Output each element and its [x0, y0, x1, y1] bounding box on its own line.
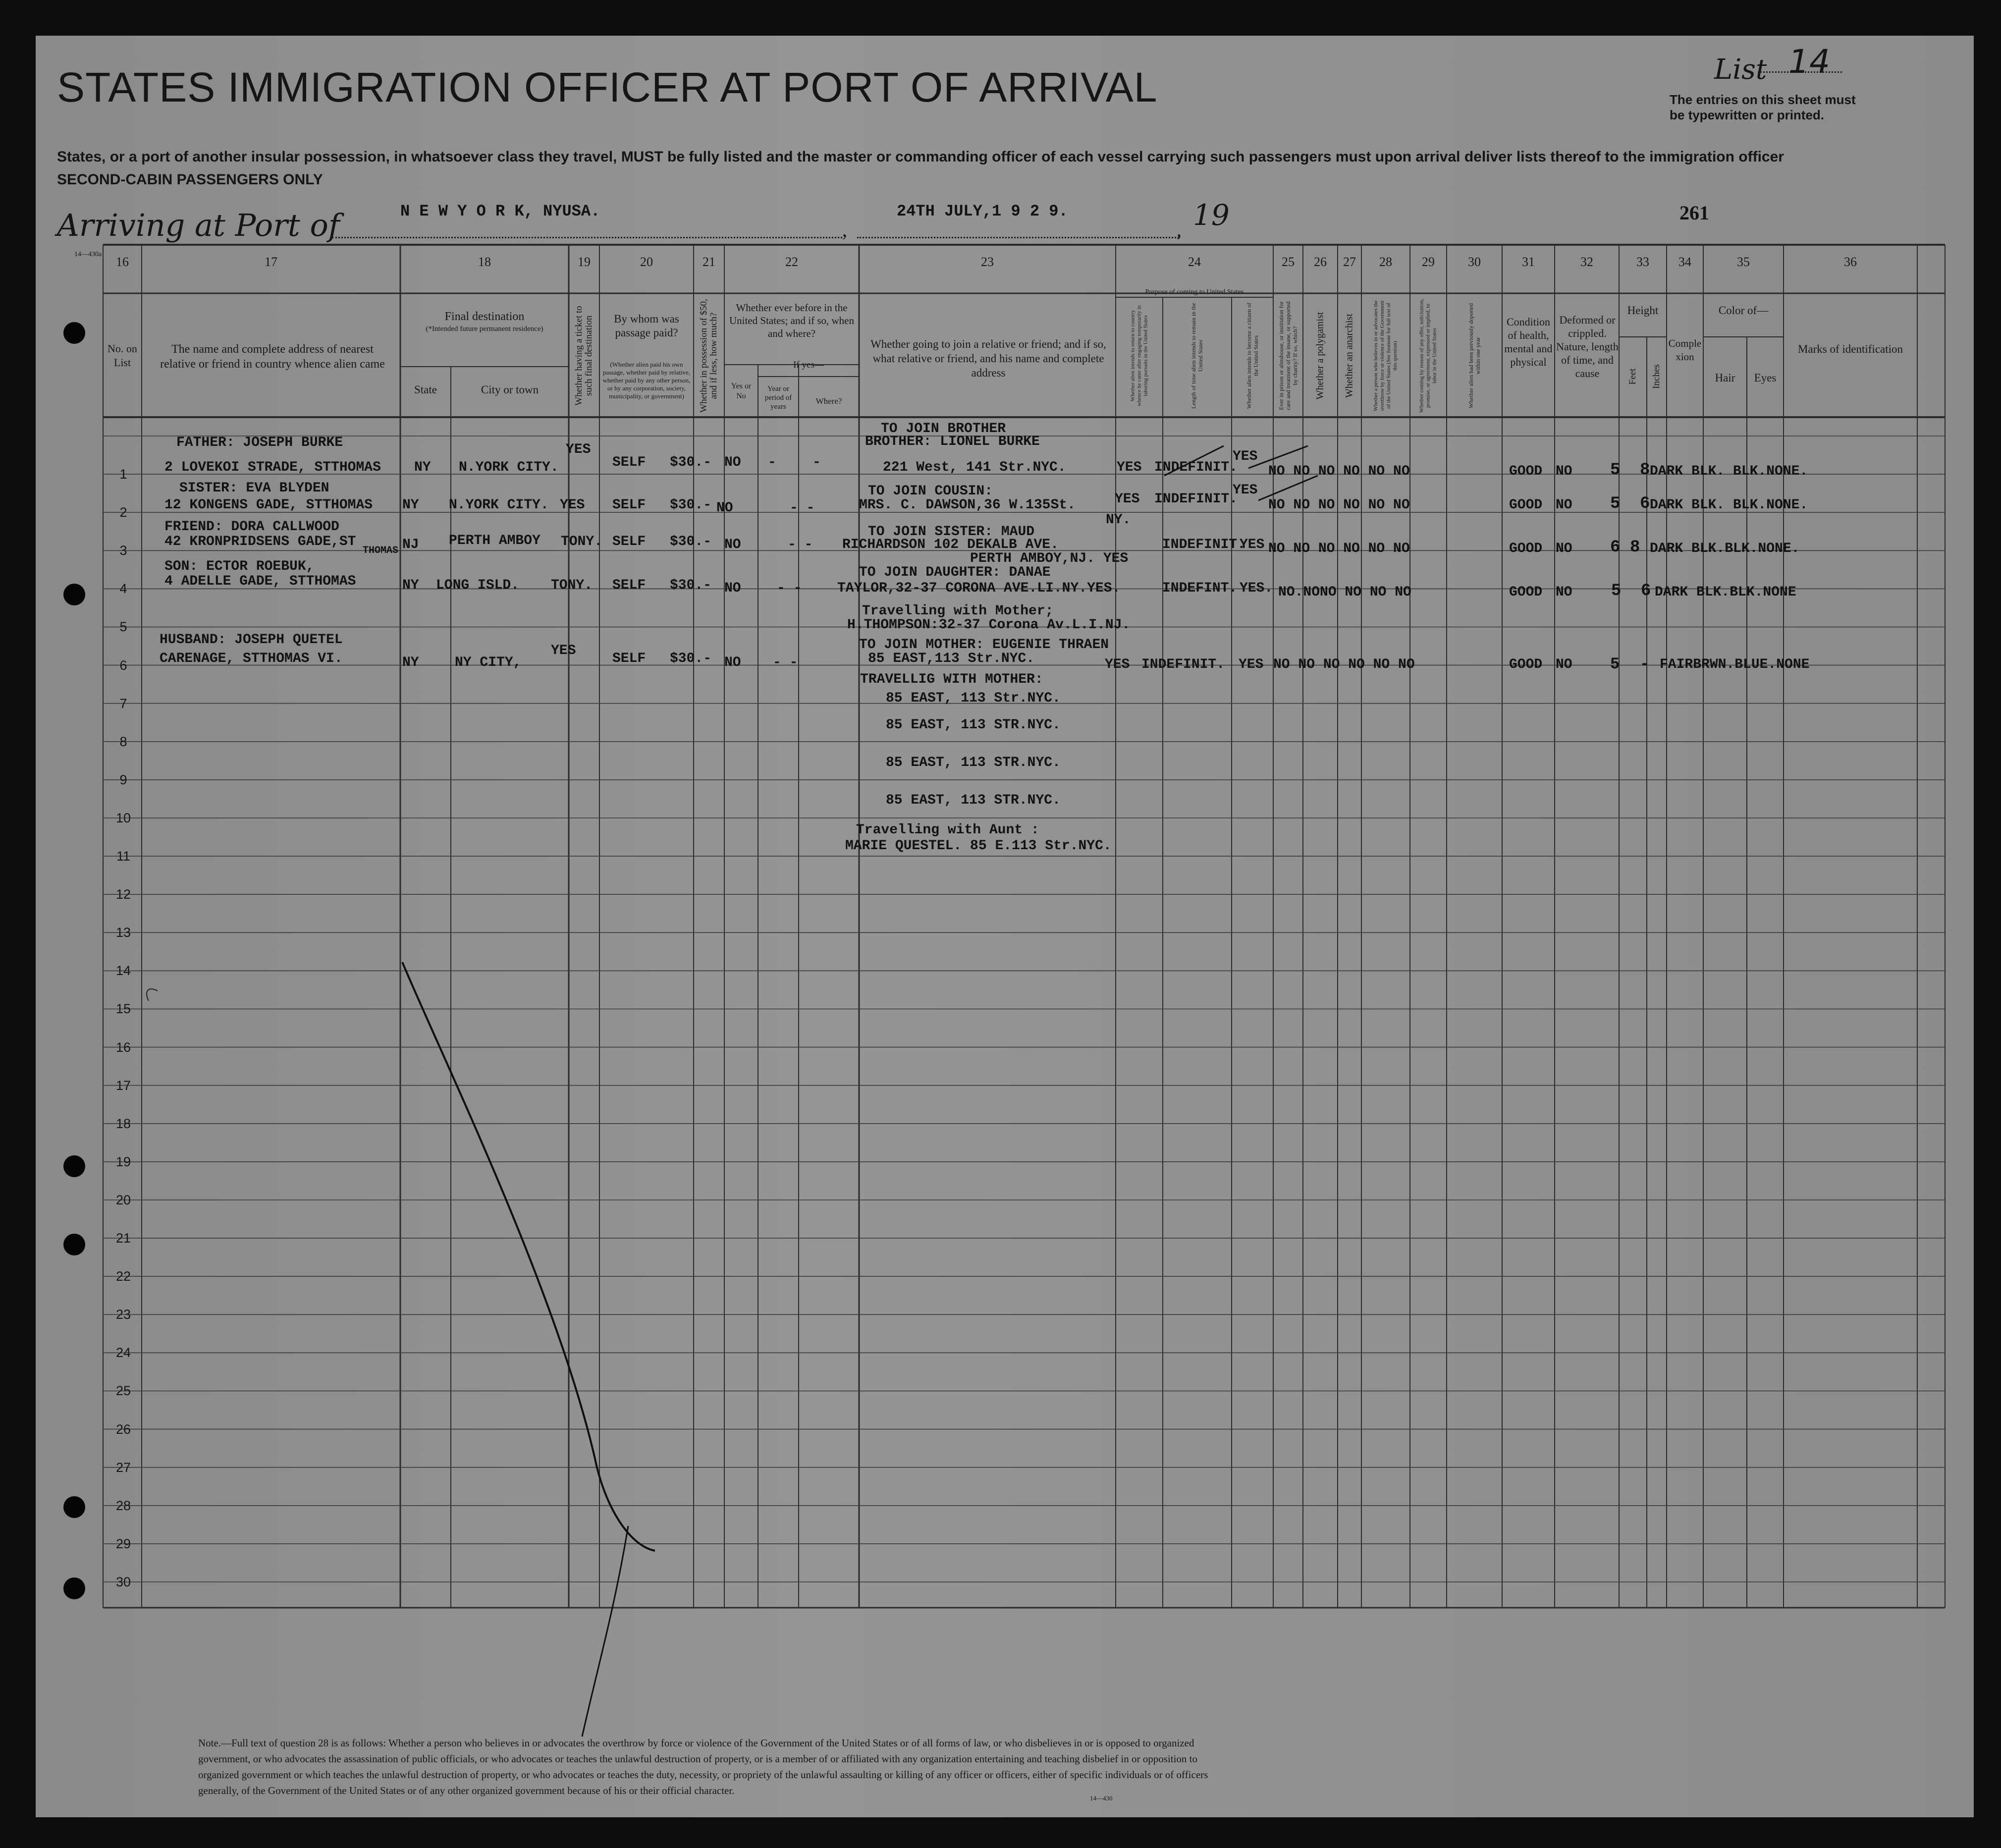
- entry-text: TONY.: [561, 534, 603, 549]
- col-num-23: 23: [981, 255, 994, 269]
- entry-text: SISTER: EVA BLYDEN: [179, 481, 329, 496]
- col-num-21: 21: [703, 255, 715, 269]
- header-color: Color of—: [1718, 304, 1769, 317]
- entry-text: - -: [790, 500, 815, 516]
- entry-text: NO NO NO NO NO NO: [1273, 657, 1415, 672]
- header-ticket: Whether having a ticket to such final destination: [574, 306, 594, 406]
- row-number: 10: [115, 810, 131, 825]
- entry-text: INDEFINIT.: [1154, 491, 1238, 507]
- entry-text: NJ: [402, 537, 419, 552]
- header-labor-offer: Whether coming by reason of any offer, solicitation, promise, or agreement, expressed or implied, to labor in the United States: [1418, 299, 1438, 413]
- entry-text: PERTH AMBOY,NJ. YES: [970, 551, 1129, 566]
- col-num-26: 26: [1314, 255, 1327, 269]
- entry-text: CARENAGE, STTHOMAS VI.: [160, 651, 343, 666]
- row-number: 8: [119, 734, 127, 749]
- row-number: 6: [119, 657, 127, 673]
- entry-text: - -: [777, 581, 802, 596]
- entry-text: 85 EAST, 113 STR.NYC.: [886, 755, 1061, 770]
- col-num-16: 16: [116, 255, 129, 269]
- entry-text: YES: [1240, 537, 1265, 552]
- entry-text: DARK BLK.BLK.NONE: [1655, 585, 1796, 600]
- entry-text: 2 LOVEKOI STRADE, STTHOMAS: [164, 460, 381, 475]
- entry-text: Travelling with Aunt :: [856, 822, 1039, 838]
- entry-text: FRIEND: DORA CALLWOOD: [164, 519, 339, 535]
- footnote: Note.—Full text of question 28 is as follows: Whether a person who believes in or advocates the overthrow by force or violence of the Government of the United States or of all forms of law, or who disbelieves in or is opposed to organized government, or who advocates the assassination of public officials, or who advocates or teaches the unlawful destruction of property, or is a member of or affiliated with any organization entertaining and teaching disbelief in or opposition to organized government or which teaches the unlawful destruction of property, or who advocates or teaches the duty, necessity, or propriety of the unlawful assaulting or killing of any officer or officers, either of specific individuals or of officers generally, of the Government of the United States or of any other organized government because of his or their official character.: [198, 1737, 1208, 1796]
- entry-text: TAYLOR,32-37 CORONA AVE.LI.NY.YES.: [837, 581, 1121, 596]
- header-deported: Whether alien had been previously deported within one year: [1467, 303, 1481, 409]
- entry-text: 85 EAST,113 Str.NYC.: [868, 651, 1035, 666]
- entry-text: NY: [402, 497, 419, 513]
- col-num-20: 20: [640, 255, 653, 269]
- entry-text: NO.NONO NO NO NO: [1278, 585, 1411, 600]
- row-number: 18: [115, 1116, 131, 1131]
- header-prison: Ever in prison or almshouse, or institution for care and treatment of the insane, or supported by charity? If so, which?: [1278, 301, 1298, 410]
- header-if-yes: If yes—: [793, 360, 824, 370]
- entry-text: INDEFINIT.: [1162, 537, 1246, 552]
- entry-text: NO NO NO NO NO NO: [1268, 464, 1410, 479]
- entry-text: N.YORK CITY.: [459, 460, 559, 475]
- entry-text: YES: [1239, 657, 1264, 672]
- entry-text: YES: [1115, 491, 1140, 507]
- entry-text: H.THOMPSON:32-37 Corona Av.L.I.NJ.: [847, 617, 1131, 633]
- col-num-30: 30: [1468, 255, 1481, 269]
- entry-text: NO: [1556, 541, 1572, 556]
- entry-text: NY.: [1106, 512, 1131, 528]
- entry-text: FATHER: JOSEPH BURKE: [176, 435, 343, 450]
- entry-text: NO: [1556, 657, 1572, 672]
- row-number: 27: [115, 1460, 131, 1475]
- entry-text: SELF: [612, 534, 646, 549]
- entry-text: 6: [1610, 538, 1621, 557]
- header-complexion: Complexion: [1668, 337, 1702, 363]
- check-mark: [1258, 476, 1318, 500]
- entry-text: 8: [1630, 538, 1640, 557]
- entry-text: -: [768, 455, 776, 470]
- header-where: Where?: [815, 396, 842, 406]
- entry-text: 5: [1610, 655, 1620, 673]
- separator: ,: [1177, 218, 1182, 241]
- form-code-top: 14—430a: [74, 251, 102, 258]
- header-ever-before: Whether ever before in the United States; and if so, when and where?: [729, 302, 854, 339]
- header-height: Height: [1627, 304, 1659, 317]
- col-num-31: 31: [1522, 255, 1535, 269]
- col-num-19: 19: [578, 255, 591, 269]
- cabin-class: SECOND-CABIN PASSENGERS ONLY: [57, 171, 323, 188]
- col-num-36: 36: [1844, 255, 1857, 269]
- header-anarchist: Whether an anarchist: [1344, 314, 1355, 398]
- header-eyes: Eyes: [1754, 372, 1777, 384]
- entry-text: - -: [788, 537, 813, 552]
- entry-text: DARK BLK. BLK.NONE.: [1650, 464, 1808, 479]
- header-city: City or town: [481, 383, 539, 396]
- entry-text: MRS. C. DAWSON,36 W.135St.: [859, 497, 1076, 513]
- entry-text: LONG ISLD.: [436, 578, 520, 593]
- header-inches: Inches: [1651, 364, 1662, 389]
- col-num-33: 33: [1636, 255, 1649, 269]
- pen-stroke: [402, 962, 655, 1551]
- entry-text: 85 EAST, 113 Str.NYC.: [886, 691, 1061, 706]
- entry-text: THOMAS: [363, 545, 399, 556]
- entry-text: TO JOIN DAUGHTER: DANAE: [859, 565, 1051, 580]
- entry-text: SELF: [612, 497, 646, 513]
- row-number: 23: [115, 1307, 131, 1322]
- header-state: State: [414, 383, 437, 396]
- entry-text: NO: [724, 655, 741, 670]
- col-num-24: 24: [1188, 255, 1201, 269]
- header-health: Condition of health, mental and physical: [1504, 316, 1553, 368]
- entry-text: YES.: [1240, 581, 1273, 596]
- header-purpose-a: Whether alien intends to return to country whence he came after engaging temporarily in laboring pursuits in the United States: [1130, 305, 1149, 407]
- entry-text: YES: [1105, 657, 1130, 672]
- entry-text: INDEFINIT.: [1141, 657, 1225, 672]
- header-overthrow: Whether a person who believes in or advocates the overthrow by force or violence of the Government of the United States (See footnote for full text of this question): [1373, 300, 1398, 411]
- entry-text: SELF: [612, 651, 646, 666]
- header-no-on-list: No. on List: [108, 342, 137, 369]
- row-number: 5: [119, 619, 127, 635]
- entry-text: TO JOIN SISTER: MAUD: [868, 524, 1035, 540]
- entry-text: GOOD: [1509, 464, 1543, 479]
- pencil-mark: [147, 989, 158, 1001]
- list-label: List: [1714, 54, 1767, 86]
- entry-text: YES: [1117, 460, 1142, 475]
- page-title: STATES IMMIGRATION OFFICER AT PORT OF ARRIVAL: [57, 64, 1158, 110]
- entry-text: YES: [551, 643, 576, 658]
- row-number: 3: [119, 543, 127, 558]
- col-num-17: 17: [265, 255, 277, 269]
- col-num-27: 27: [1343, 255, 1356, 269]
- entry-text: NY: [414, 460, 431, 475]
- header-polygamist: Whether a polygamist: [1314, 312, 1326, 400]
- entry-text: NO: [716, 500, 733, 516]
- entry-text: $30.-: [670, 497, 712, 513]
- subtitle: States, or a port of another insular possession, in whatsoever class they travel, MUST be fully listed and the master or commanding officer of each vessel carrying such passengers must upon arrival deliver lists thereof to the immigration officer: [57, 149, 1784, 165]
- entry-text: 85 EAST, 113 STR.NYC.: [886, 793, 1061, 808]
- entry-text: GOOD: [1509, 541, 1543, 556]
- entry-text: $30.-: [670, 651, 712, 666]
- row-number: 9: [119, 772, 127, 787]
- header-passage-paid: By whom was passage paid?: [614, 313, 679, 339]
- col-num-18: 18: [478, 255, 491, 269]
- entry-text: TONY.: [551, 578, 593, 593]
- entry-text: BROTHER: LIONEL BURKE: [865, 434, 1040, 449]
- entry-text: 5: [1610, 494, 1621, 513]
- entry-text: TRAVELLIG WITH MOTHER:: [860, 672, 1043, 687]
- port-of-arrival: N E W Y O R K, NYUSA.: [400, 202, 600, 220]
- entry-text: $30.-: [670, 578, 712, 593]
- entry-text: SON: ECTOR ROEBUK,: [164, 559, 315, 574]
- entry-text: NY: [402, 578, 419, 593]
- entry-text: YES: [1233, 483, 1258, 498]
- entry-text: MARIE QUESTEL. 85 E.113 Str.NYC.: [845, 838, 1112, 854]
- header-money: Whether in possession of $50, and if less, how much?: [699, 299, 719, 413]
- sheet-number: 261: [1679, 202, 1709, 224]
- entry-text: GOOD: [1509, 585, 1543, 600]
- entry-text: INDEFINIT.: [1154, 460, 1238, 475]
- row-number: 21: [115, 1231, 131, 1246]
- entry-text: RICHARDSON 102 DEKALB AVE.: [842, 537, 1059, 552]
- header-join-relative: Whether going to join a relative or friend; and if so, what relative or friend, and his name and complete address: [870, 338, 1106, 379]
- row-number: 16: [115, 1039, 131, 1055]
- entry-text: INDEFINT.: [1162, 581, 1238, 596]
- entry-text: 6: [1640, 494, 1650, 513]
- entry-text: $30.-: [670, 455, 712, 470]
- entry-text: 4 ADELLE GADE, STTHOMAS: [164, 574, 356, 589]
- entry-text: TO JOIN COUSIN:: [868, 484, 993, 499]
- header-marks: Marks of identification: [1797, 343, 1903, 355]
- entry-text: NY: [402, 655, 419, 670]
- typewritten-notice: The entries on this sheet must be typewritten or printed.: [1670, 92, 1856, 122]
- entry-text: YES: [560, 497, 585, 513]
- entry-text: Travelling with Mother;: [862, 603, 1054, 619]
- entry-text: 221 West, 141 Str.NYC.: [883, 460, 1066, 475]
- entry-text: 8: [1640, 461, 1650, 480]
- entry-text: FAIRBRWN.BLUE.NONE: [1660, 657, 1810, 672]
- col-num-32: 32: [1580, 255, 1593, 269]
- entry-text: -: [812, 455, 821, 470]
- entry-text: DARK BLK.BLK.NONE.: [1650, 541, 1800, 556]
- entry-text: GOOD: [1509, 497, 1543, 513]
- entry-text: 12 KONGENS GADE, STTHOMAS: [164, 497, 373, 513]
- entry-text: NO: [724, 581, 741, 596]
- entry-text: NO NO NO NO NO NO: [1268, 541, 1410, 556]
- entry-text: -: [1640, 655, 1650, 673]
- entry-text: TO JOIN BROTHER: [881, 421, 1006, 436]
- separator: ,: [842, 218, 847, 241]
- entry-text: - -: [773, 655, 798, 670]
- entry-text: N.YORK CITY.: [449, 497, 549, 513]
- header-purpose: Purpose of coming to United States: [1145, 288, 1244, 296]
- entry-text: NO: [1556, 497, 1572, 513]
- row-number: 25: [115, 1383, 131, 1399]
- row-number: 24: [115, 1345, 131, 1360]
- header-deformed: Deformed or crippled. Nature, length of time, and cause: [1556, 314, 1619, 380]
- row-number: 28: [115, 1498, 131, 1513]
- pen-stroke: [582, 1526, 628, 1737]
- row-number: 17: [115, 1078, 131, 1093]
- header-purpose-b: Length of time alien intends to remain in the United States: [1190, 303, 1204, 409]
- row-number: 1: [119, 467, 127, 482]
- entry-text: HUSBAND: JOSEPH QUETEL: [160, 632, 343, 648]
- header-feet: Feet: [1627, 368, 1638, 385]
- year-prefix: 19: [1193, 198, 1230, 232]
- col-num-28: 28: [1379, 255, 1392, 269]
- entry-text: NY CITY,: [455, 655, 522, 670]
- entry-text: GOOD: [1509, 657, 1543, 672]
- entry-text: 5: [1610, 461, 1621, 480]
- row-number: 7: [119, 696, 127, 711]
- entry-text: 85 EAST, 113 STR.NYC.: [886, 717, 1061, 733]
- entry-text: SELF: [612, 455, 646, 470]
- entry-text: NO: [724, 537, 741, 552]
- header-purpose-c: Whether alien intends to become a citizen of the United States: [1245, 302, 1259, 409]
- entry-text: 42 KRONPRIDSENS GADE,ST: [164, 534, 356, 549]
- row-number: 15: [115, 1001, 131, 1017]
- entry-text: 5: [1611, 582, 1622, 600]
- entry-text: NO: [1556, 585, 1572, 600]
- row-number: 11: [116, 849, 131, 864]
- entry-text: $30.-: [670, 534, 712, 549]
- row-number: 2: [119, 505, 127, 520]
- arrival-date: 24TH JULY,1 9 2 9.: [897, 202, 1068, 220]
- entry-text: TO JOIN MOTHER: EUGENIE THRAEN: [859, 637, 1109, 652]
- header-hair: Hair: [1715, 372, 1735, 384]
- col-num-34: 34: [1678, 255, 1691, 269]
- arriving-label: Arriving at Port of: [57, 207, 340, 243]
- entry-text: NO NO NO NO NO NO: [1268, 497, 1410, 513]
- header-passage-note: (Whether alien paid his own passage, whether paid by relative, whether paid by any other person, or by any corporation, society, municipality, or government): [602, 361, 691, 400]
- row-number: 4: [119, 581, 127, 597]
- entry-text: NO: [1556, 464, 1572, 479]
- col-num-29: 29: [1422, 255, 1435, 269]
- entry-text: DARK BLK. BLK.NONE.: [1650, 497, 1808, 513]
- col-num-35: 35: [1737, 255, 1750, 269]
- header-yes-no: Yes or No: [731, 382, 752, 400]
- header-nearest-relative: The name and complete address of nearest relative or friend in country whence alien came: [160, 343, 385, 371]
- header-final-destination-note: (*Intended future permanent residence): [426, 325, 543, 333]
- row-number: 30: [115, 1574, 131, 1589]
- form-code: 14—430: [1090, 1794, 1113, 1802]
- row-number: 20: [115, 1192, 131, 1207]
- header-final-destination: Final destination: [444, 310, 525, 323]
- entry-text: NO: [724, 455, 741, 470]
- row-number: 12: [115, 887, 131, 902]
- col-num-22: 22: [785, 255, 798, 269]
- entry-text: 6: [1641, 582, 1651, 600]
- entry-text: PERTH AMBOY: [449, 533, 541, 548]
- row-number: 13: [115, 925, 131, 940]
- header-period: Year or period of years: [764, 385, 792, 411]
- entry-text: SELF: [612, 578, 646, 593]
- col-num-25: 25: [1282, 255, 1295, 269]
- row-number: 26: [115, 1421, 131, 1437]
- row-number: 22: [115, 1269, 131, 1284]
- row-number: 14: [115, 963, 131, 978]
- row-number: 29: [115, 1536, 131, 1551]
- entry-text: YES: [1233, 449, 1258, 464]
- entry-text: YES: [566, 442, 591, 457]
- row-number: 19: [115, 1154, 131, 1169]
- list-number: 14: [1788, 43, 1830, 81]
